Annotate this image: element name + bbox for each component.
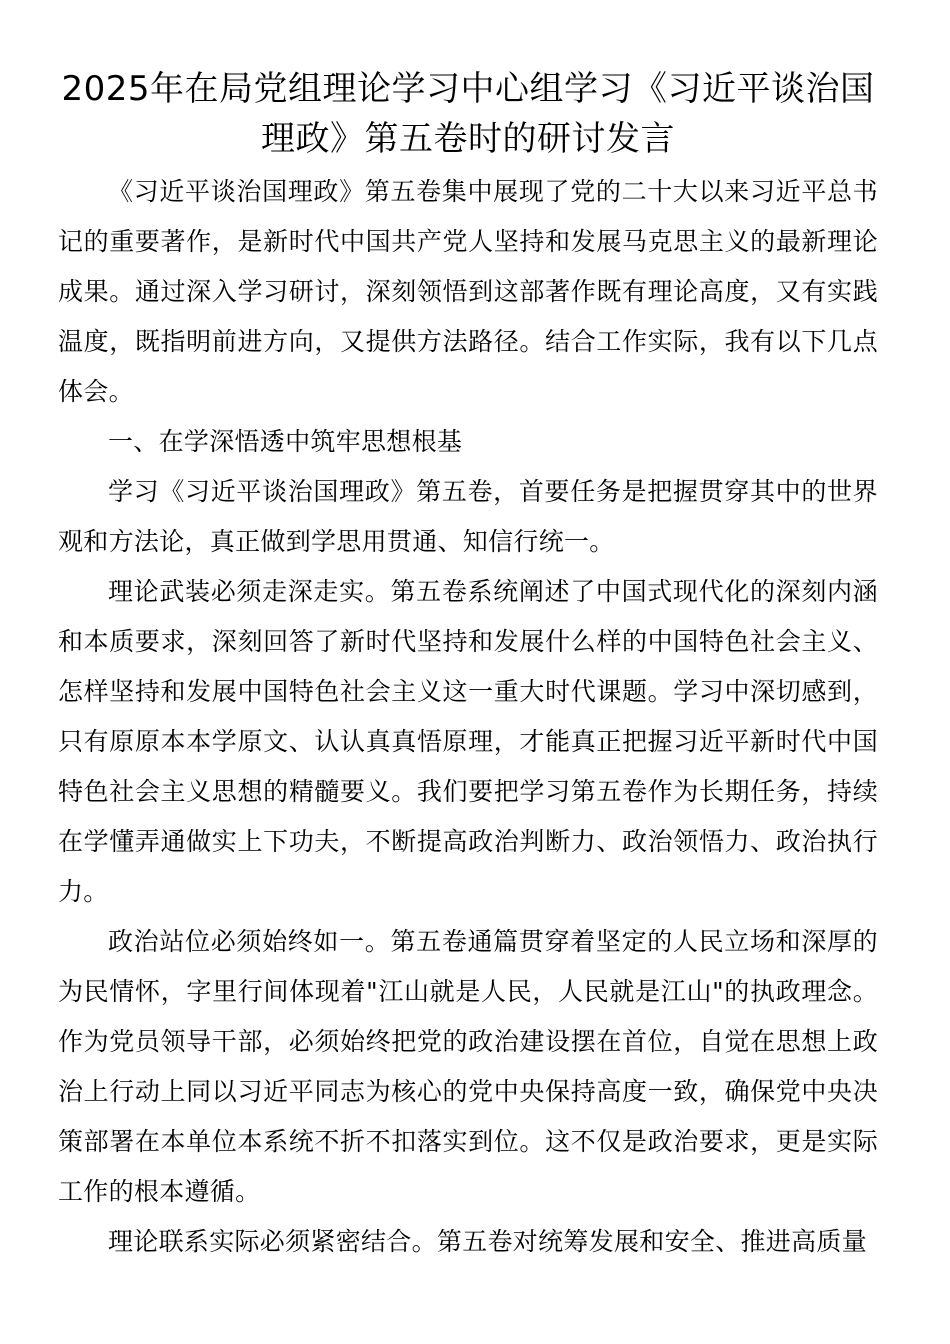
paragraph-theory-practice: 理论联系实际必须紧密结合。第五卷对统筹发展和安全、推进高质量 (108, 1227, 868, 1256)
document-title: 2025年在局党组理论学习中心组学习《习近平谈治国理政》第五卷时的研讨发言 (61, 69, 875, 159)
paragraph-political-stance: 政治站位必须始终如一。第五卷通篇贯穿着坚定的人民立场和深厚的为民情怀，字里行间体现着"江山就是人民，人民就是江山"的执政理念。作为党员领导干部，必须始终把党的政治建设摆在首位，自觉在思想上政治上行动上同以习近平同志为核心的党中央保持高度一致，确保党中央决策部署在本单位本系统不折不扣落实到位。这不仅是政治要求，更是实际工作的根本遵循。 (58, 927, 878, 1206)
section-heading-1: 一、在学深悟透中筑牢思想根基 (108, 427, 463, 456)
paragraph-theory: 理论武装必须走深走实。第五卷系统阐述了中国式现代化的深刻内涵和本质要求，深刻回答了新时代坚持和发展什么样的中国特色社会主义、怎样坚持和发展中国特色社会主义这一重大时代课题。学习中深切感到，只有原原本本学原文、认认真真悟原理，才能真正把握习近平新时代中国特色社会主义思想的精髓要义。我们要把学习第五卷作为长期任务，持续在学懂弄通做实上下功夫，不断提高政治判断力、政治领悟力、政治执行力。 (58, 577, 878, 906)
paragraph-intro: 《习近平谈治国理政》第五卷集中展现了党的二十大以来习近平总书记的重要著作，是新时代中国共产党人坚持和发展马克思主义的最新理论成果。通过深入学习研讨，深刻领悟到这部著作既有理论高度，又有实践温度，既指明前进方向，又提供方法路径。结合工作实际，我有以下几点体会。 (58, 177, 878, 406)
paragraph-section1-lead: 学习《习近平谈治国理政》第五卷，首要任务是把握贯穿其中的世界观和方法论，真正做到学思用贯通、知信行统一。 (58, 477, 878, 556)
document-body (58, 167, 878, 1267)
